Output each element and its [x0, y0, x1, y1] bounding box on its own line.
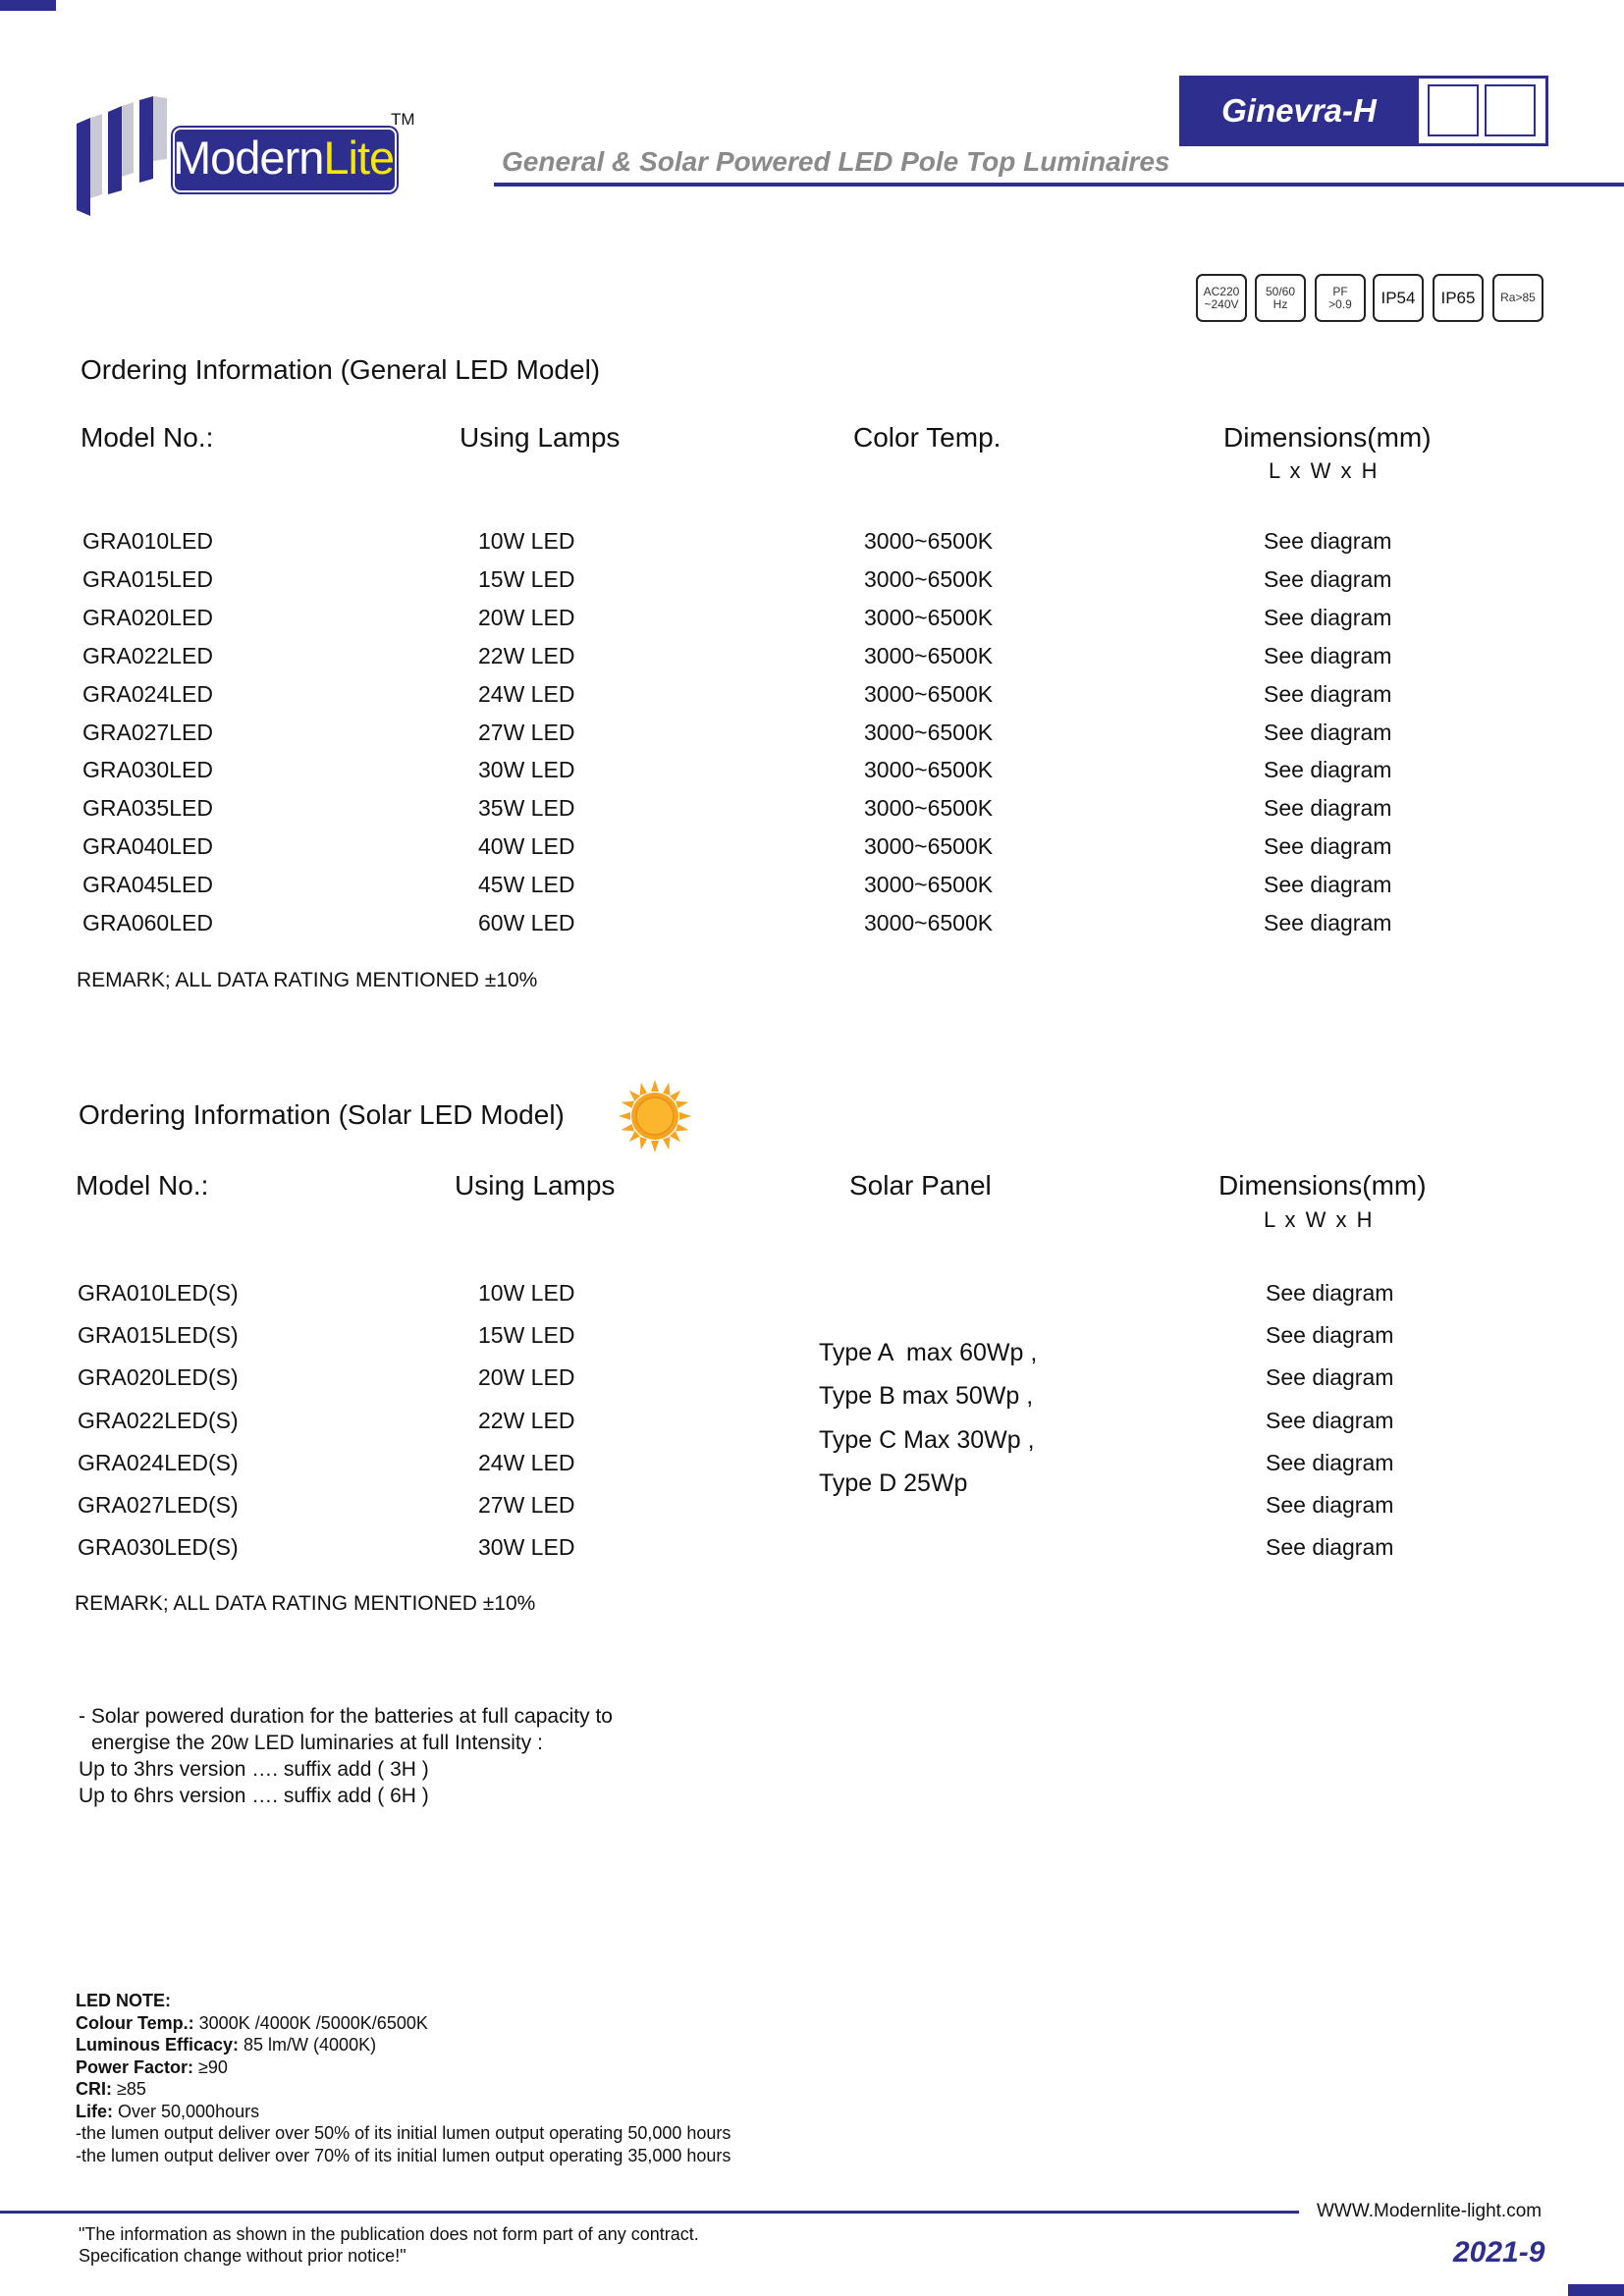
general-cell-lamps: 10W LED — [478, 528, 575, 554]
solar-panel-type-d: Type D 25Wp — [819, 1469, 968, 1497]
solar-duration-note — [79, 1703, 613, 1809]
general-cell-model: GRA030LED — [82, 757, 213, 783]
led-note-lumen-70: -the lumen output deliver over 70% of its initial lumen output operating 35,000 hours — [76, 2145, 731, 2165]
general-cell-dimensions: See diagram — [1264, 795, 1392, 822]
general-cell-model: GRA024LED — [82, 680, 213, 707]
general-cell-color-temp: 3000~6500K — [864, 872, 994, 898]
general-cell-dimensions: See diagram — [1264, 872, 1392, 898]
spec-badge-voltage: AC220 ~240V — [1196, 274, 1247, 322]
general-cell-lamps: 40W LED — [478, 833, 575, 860]
general-cell-dimensions: See diagram — [1264, 833, 1392, 860]
solar-cell-model: GRA020LED(S) — [78, 1364, 239, 1391]
general-cell-lamps: 22W LED — [478, 642, 575, 668]
general-cell-model: GRA040LED — [82, 833, 213, 860]
solar-cell-dimensions: See diagram — [1266, 1364, 1394, 1391]
solar-cell-dimensions: See diagram — [1266, 1492, 1394, 1518]
led-note-lumen-50: -the lumen output deliver over 50% of its initial lumen output operating 50,000 hours — [76, 2123, 731, 2143]
solar-cell-dimensions: See diagram — [1266, 1449, 1394, 1475]
solar-cell-dimensions: See diagram — [1266, 1280, 1394, 1306]
general-cell-model: GRA035LED — [82, 795, 213, 822]
general-cell-color-temp: 3000~6500K — [864, 795, 994, 822]
general-cell-dimensions: See diagram — [1264, 757, 1392, 783]
duration-line-4: Up to 6hrs version …. suffix add ( 6H ) — [79, 1785, 429, 1807]
solar-cell-lamps: 15W LED — [478, 1322, 575, 1349]
solar-cell-model: GRA030LED(S) — [78, 1534, 239, 1561]
solar-cell-model: GRA024LED(S) — [78, 1449, 239, 1475]
solar-section-title: Ordering Information (Solar LED Model) — [79, 1099, 565, 1130]
spec-badge-frequency: 50/60 Hz — [1255, 274, 1306, 322]
general-cell-dimensions: See diagram — [1264, 642, 1392, 668]
general-cell-color-temp: 3000~6500K — [864, 910, 994, 935]
general-remark: REMARK; ALL DATA RATING MENTIONED ±10% — [77, 969, 538, 991]
solar-header-model: Model No.: — [76, 1170, 209, 1201]
general-cell-dimensions: See diagram — [1264, 604, 1392, 630]
general-cell-lamps: 60W LED — [478, 910, 575, 935]
general-cell-dimensions: See diagram — [1264, 719, 1392, 745]
solar-cell-model: GRA015LED(S) — [78, 1322, 239, 1349]
brand-logo — [0, 0, 452, 226]
led-note-power-factor: Power Factor: ≥90 — [76, 2056, 228, 2077]
general-cell-dimensions: See diagram — [1264, 565, 1392, 592]
duration-line-1: - Solar powered duration for the batteries at full capacity to — [79, 1705, 613, 1728]
general-cell-model: GRA010LED — [82, 528, 213, 554]
general-header-lamps: Using Lamps — [460, 422, 621, 453]
general-cell-model: GRA015LED — [82, 565, 213, 592]
solar-panel-type-a: Type A max 60Wp , — [819, 1339, 1038, 1366]
general-cell-lamps: 30W LED — [478, 757, 575, 783]
general-cell-color-temp: 3000~6500K — [864, 757, 994, 783]
led-note-heading: LED NOTE: — [76, 1991, 171, 2010]
spec-badge-power-factor: PF >0.9 — [1315, 274, 1366, 322]
footer-rule — [0, 2211, 1299, 2214]
solar-cell-dimensions: See diagram — [1266, 1407, 1394, 1433]
general-cell-color-temp: 3000~6500K — [864, 719, 994, 745]
header-rule — [494, 183, 1624, 187]
general-header-color-temp: Color Temp. — [853, 422, 1001, 453]
solar-cell-model: GRA010LED(S) — [78, 1280, 239, 1306]
model-box-1 — [1428, 84, 1479, 136]
general-cell-dimensions: See diagram — [1264, 680, 1392, 707]
solar-header-dimensions-sub: L x W x H — [1264, 1207, 1373, 1232]
model-box-2 — [1485, 84, 1536, 136]
led-note-efficacy: Luminous Efficacy: 85 lm/W (4000K) — [76, 2035, 377, 2055]
duration-line-2: energise the 20w LED luminaries at full Intensity : — [91, 1732, 543, 1754]
disclaimer-line-2: Specification change without prior notice!" — [79, 2246, 406, 2266]
page-subtitle: General & Solar Powered LED Pole Top Luminaires — [502, 146, 1170, 177]
logo-wordmark: ModernLite — [173, 132, 395, 184]
solar-cell-lamps: 22W LED — [478, 1407, 575, 1433]
spec-badge-ip65: IP65 — [1433, 274, 1484, 322]
general-cell-dimensions: See diagram — [1264, 910, 1392, 935]
general-header-model: Model No.: — [81, 422, 214, 453]
general-cell-dimensions: See diagram — [1264, 528, 1392, 554]
general-header-dimensions-sub: L x W x H — [1269, 458, 1378, 483]
model-name: Ginevra-H — [1221, 92, 1377, 129]
general-header-dimensions: Dimensions(mm) — [1223, 422, 1432, 453]
solar-panel-type-b: Type B max 50Wp , — [819, 1382, 1034, 1410]
general-cell-color-temp: 3000~6500K — [864, 642, 994, 668]
solar-header-dimensions: Dimensions(mm) — [1218, 1170, 1427, 1201]
led-note — [76, 1990, 731, 2166]
footer-website[interactable]: WWW.Modernlite-light.com — [1317, 2201, 1543, 2221]
general-cell-lamps: 15W LED — [478, 565, 575, 592]
solar-cell-lamps: 30W LED — [478, 1534, 575, 1561]
footer-disclaimer — [79, 2223, 699, 2267]
led-note-life: Life: Over 50,000hours — [76, 2101, 260, 2121]
solar-cell-dimensions: See diagram — [1266, 1322, 1394, 1349]
general-cell-model: GRA045LED — [82, 872, 213, 898]
solar-cell-lamps: 20W LED — [478, 1364, 575, 1391]
general-cell-model: GRA060LED — [82, 910, 213, 935]
general-cell-color-temp: 3000~6500K — [864, 833, 994, 860]
spec-badge-ip54: IP54 — [1373, 274, 1424, 322]
duration-line-3: Up to 3hrs version …. suffix add ( 3H ) — [79, 1758, 429, 1781]
general-cell-lamps: 27W LED — [478, 719, 575, 745]
solar-header-solar-panel: Solar Panel — [849, 1170, 992, 1201]
general-section-title: Ordering Information (General LED Model) — [81, 354, 601, 385]
solar-remark: REMARK; ALL DATA RATING MENTIONED ±10% — [75, 1592, 536, 1615]
led-note-cri: CRI: ≥85 — [76, 2079, 146, 2099]
solar-cell-lamps: 27W LED — [478, 1492, 575, 1518]
spec-badge-cri: Ra>85 — [1492, 274, 1543, 322]
general-cell-model: GRA020LED — [82, 604, 213, 630]
general-cell-color-temp: 3000~6500K — [864, 528, 994, 554]
general-cell-lamps: 45W LED — [478, 872, 575, 898]
general-cell-model: GRA027LED — [82, 719, 213, 745]
solar-header-lamps: Using Lamps — [455, 1170, 616, 1201]
solar-cell-lamps: 24W LED — [478, 1449, 575, 1475]
solar-panel-type-c: Type C Max 30Wp , — [819, 1426, 1035, 1454]
trademark-mark: TM — [391, 110, 415, 129]
general-cell-lamps: 24W LED — [478, 680, 575, 707]
general-cell-lamps: 20W LED — [478, 604, 575, 630]
general-cell-color-temp: 3000~6500K — [864, 604, 994, 630]
general-cell-model: GRA022LED — [82, 642, 213, 668]
publication-date: 2021-9 — [1453, 2236, 1545, 2269]
corner-mark-bottom — [1568, 2284, 1624, 2296]
solar-cell-model: GRA022LED(S) — [78, 1407, 239, 1433]
general-cell-color-temp: 3000~6500K — [864, 565, 994, 592]
general-cell-color-temp: 3000~6500K — [864, 680, 994, 707]
logo-bars-icon — [77, 96, 179, 216]
led-note-colour-temp: Colour Temp.: 3000K /4000K /5000K/6500K — [76, 2012, 428, 2033]
general-cell-lamps: 35W LED — [478, 795, 575, 822]
solar-cell-lamps: 10W LED — [478, 1280, 575, 1306]
solar-cell-dimensions: See diagram — [1266, 1534, 1394, 1561]
sun-icon — [619, 1080, 691, 1152]
solar-cell-model: GRA027LED(S) — [78, 1492, 239, 1518]
disclaimer-line-1: "The information as shown in the publication does not form part of any contract. — [79, 2224, 699, 2244]
